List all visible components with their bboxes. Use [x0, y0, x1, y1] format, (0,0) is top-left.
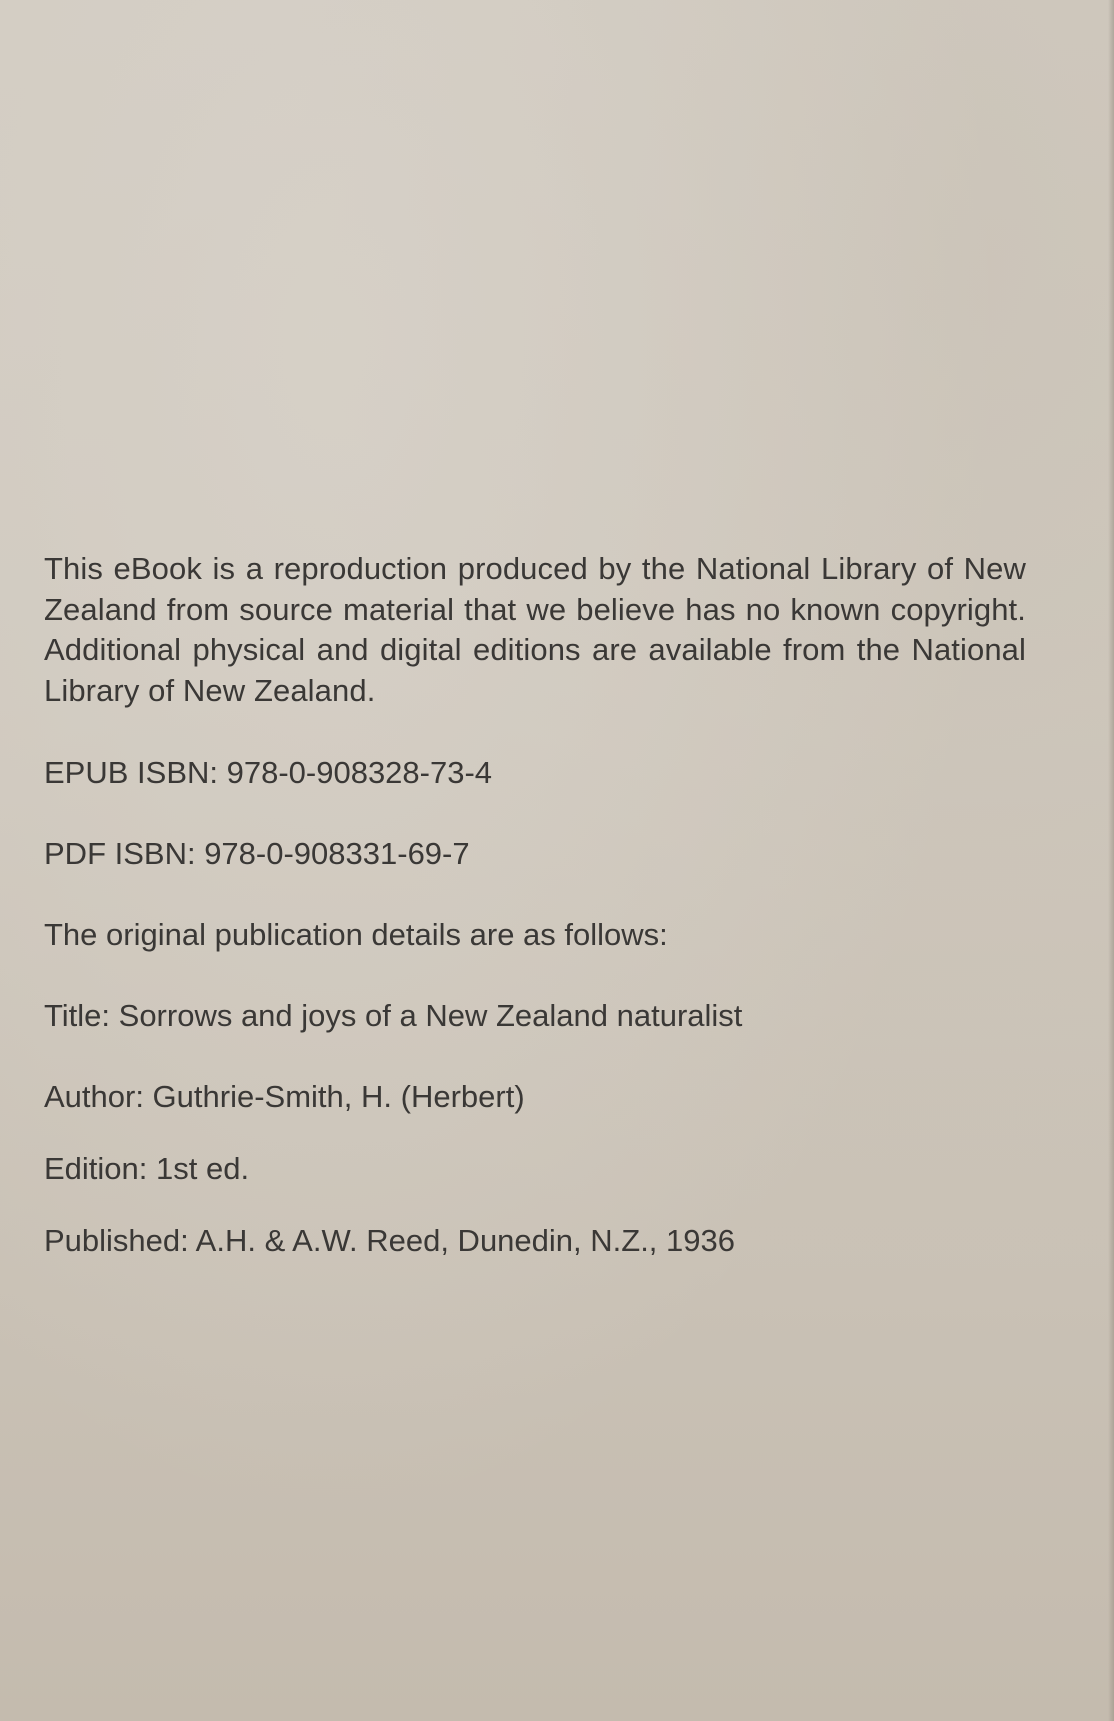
reproduction-notice: This eBook is a reproduction produced by the National Library of New Zealand from source material that we believe has no known copyright. Additional physical and digital editions are available from the National Library of New Zealand.	[44, 551, 1026, 708]
publication-edition: Edition: 1st ed.	[44, 1151, 250, 1186]
copyright-block	[44, 549, 1026, 1261]
publication-published: Published: A.H. & A.W. Reed, Dunedin, N.Z., 1936	[44, 1223, 735, 1258]
page-edge-shadow	[1108, 0, 1114, 1721]
epub-isbn: EPUB ISBN: 978-0-908328-73-4	[44, 755, 493, 790]
original-details-heading: The original publication details are as follows:	[44, 917, 668, 952]
publication-title: Title: Sorrows and joys of a New Zealand naturalist	[44, 998, 743, 1033]
pdf-isbn: PDF ISBN: 978-0-908331-69-7	[44, 836, 470, 871]
publication-author: Author: Guthrie-Smith, H. (Herbert)	[44, 1079, 525, 1114]
